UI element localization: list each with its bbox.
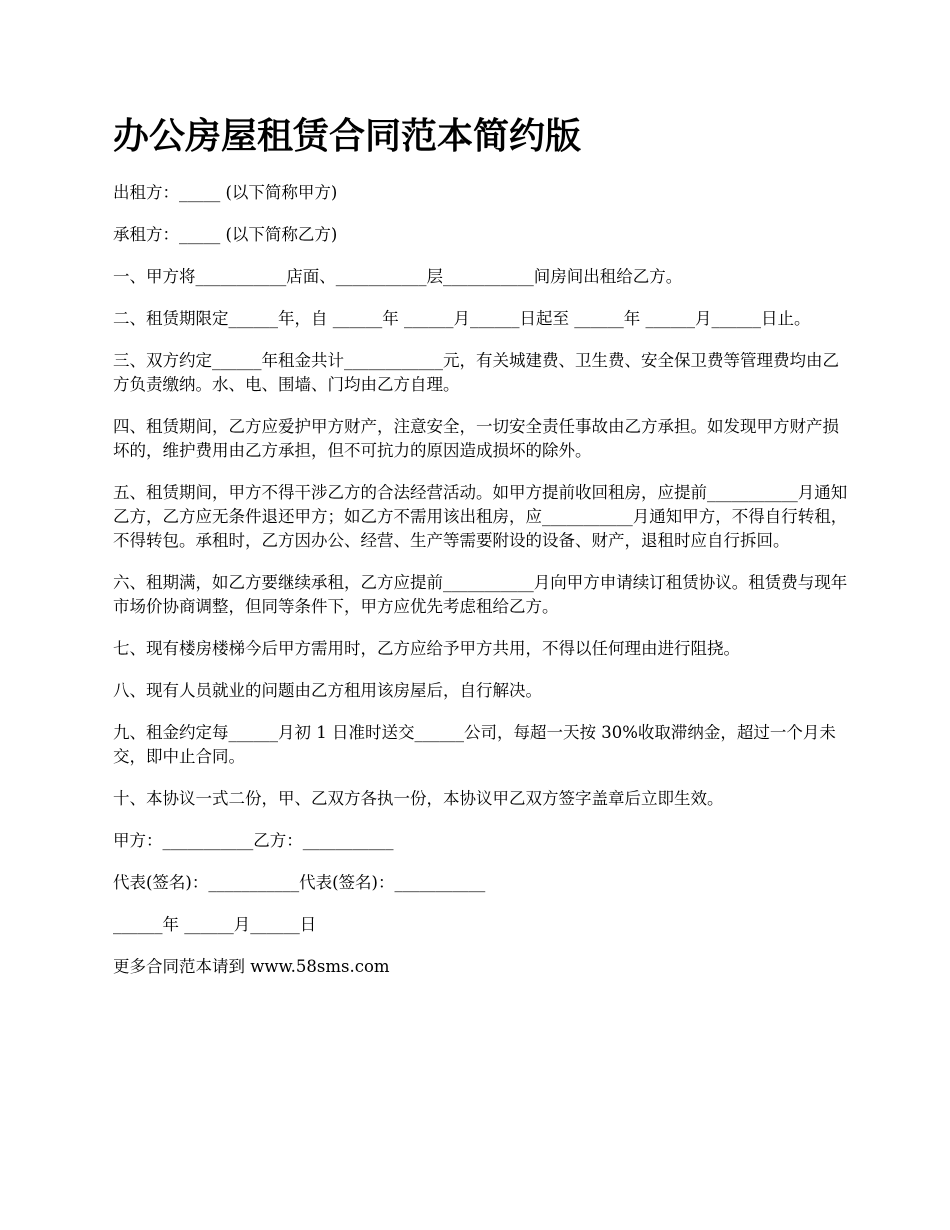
clause-7: 七、现有楼房楼梯今后甲方需用时，乙方应给予甲方共用，不得以任何理由进行阻挠。 (113, 639, 740, 658)
clause-5: 五、租赁期间，甲方不得干涉乙方的合法经营活动。如甲方提前收回租房，应提前___________月通知乙方，乙方应无条件退还甲方；如乙方不需用该出租房，应___________月通知甲方，不得自行转租，不得转包。承租时，乙方因办公、经营、生产等需要附设的设备、财产，退租时应自行拆回。 (113, 483, 848, 550)
party-signatures: 甲方：___________乙方：___________ (113, 831, 394, 850)
footer-note: 更多合同范本请到 www.58sms.com (113, 957, 390, 976)
clause-1: 一、甲方将___________店面、___________层___________间房间出租给乙方。 (113, 267, 683, 286)
clause-2: 二、租赁期限定______年，自 ______年 ______月______日起至 ______年 ______月______日止。 (113, 309, 811, 328)
clause-8: 八、现有人员就业的问题由乙方租用该房屋后，自行解决。 (113, 681, 542, 700)
representative-signatures: 代表(签名)：___________代表(签名)：___________ (113, 873, 486, 892)
signing-date: ______年 ______月______日 (113, 915, 317, 934)
clause-3: 三、双方约定______年租金共计____________元，有关城建费、卫生费、安全保卫费等管理费均由乙方负责缴纳。水、电、围墙、门均由乙方自理。 (113, 351, 839, 394)
lessee-line: 承租方：_____ (以下简称乙方) (113, 225, 338, 244)
lessor-line: 出租方：_____ (以下简称甲方) (113, 183, 338, 202)
clause-6: 六、租期满，如乙方要继续承租，乙方应提前___________月向甲方申请续订租赁协议。租赁费与现年市场价协商调整，但同等条件下，甲方应优先考虑租给乙方。 (113, 573, 848, 616)
clause-4: 四、租赁期间，乙方应爱护甲方财产，注意安全，一切安全责任事故由乙方承担。如发现甲方财产损坏的，维护费用由乙方承担，但不可抗力的原因造成损坏的除外。 (113, 417, 839, 460)
clause-9: 九、租金约定每______月初 1 日准时送交______公司，每超一天按 30%收取滞纳金，超过一个月未交，即中止合同。 (113, 723, 836, 766)
document-title: 办公房屋租赁合同范本简约版 (113, 115, 582, 157)
clause-10: 十、本协议一式二份，甲、乙双方各执一份，本协议甲乙双方签字盖章后立即生效。 (113, 789, 724, 808)
document-body (113, 181, 853, 997)
